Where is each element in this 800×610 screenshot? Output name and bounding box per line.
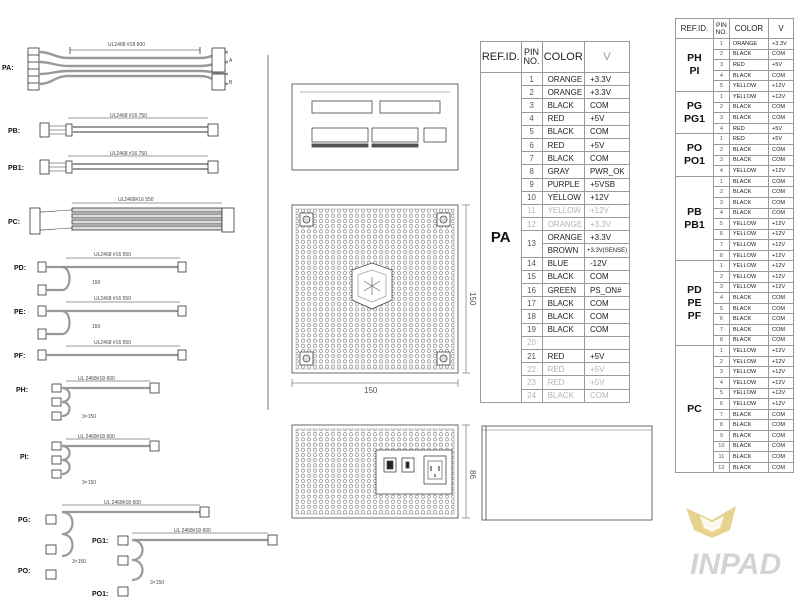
label-po1: PO1: — [92, 591, 109, 598]
wire-color: BLACK — [729, 197, 768, 208]
pin-number: 4 — [713, 123, 729, 134]
pin-number: 3 — [713, 197, 729, 208]
voltage: COM — [769, 102, 794, 113]
pin-number: 20 — [521, 336, 542, 349]
wire-color: RED — [729, 123, 768, 134]
voltage: +3.3V — [584, 231, 629, 244]
header-volt: V — [769, 19, 794, 39]
ref-id-label: PG — [686, 99, 703, 112]
voltage: +5V — [584, 363, 629, 376]
wire-color: RED — [542, 112, 584, 125]
dim-height: 86 — [468, 470, 477, 479]
spec-pb: UL2468 #16 750 — [110, 113, 147, 119]
wire-color: GREEN — [542, 284, 584, 297]
ref-id-pc — [676, 346, 714, 473]
psu-modular-panel-view — [292, 84, 458, 170]
wire-color: RED — [542, 376, 584, 389]
pin-number: 3 — [713, 367, 729, 378]
voltage: +12V — [769, 272, 794, 283]
pin-number: 3 — [713, 155, 729, 166]
pin-number: 8 — [713, 250, 729, 261]
voltage: COM — [769, 462, 794, 473]
ref-id-pa: PA — [481, 73, 522, 403]
pin-number: 9 — [521, 178, 542, 191]
wire-color — [542, 336, 584, 349]
wire-color: BLACK — [729, 102, 768, 113]
wire-color: BLACK — [729, 462, 768, 473]
pin-number: 2 — [713, 272, 729, 283]
pin-number: 11 — [521, 204, 542, 217]
wire-color: BLACK — [729, 49, 768, 60]
pin-number: 12 — [521, 218, 542, 231]
voltage: COM — [769, 113, 794, 124]
spec-pc: UL2468#16 550 — [118, 197, 154, 203]
cable-pb — [40, 118, 218, 137]
voltage: COM — [769, 208, 794, 219]
wire-color: YELLOW — [729, 250, 768, 261]
mark-a: A — [229, 58, 233, 64]
pin-number: 11 — [713, 452, 729, 463]
voltage: +12V — [769, 399, 794, 410]
pin-number: 5 — [713, 219, 729, 230]
spec-pe: UL2468 #16 550 — [94, 296, 131, 302]
cable-pd — [38, 258, 186, 295]
wire-color: BLACK — [729, 113, 768, 124]
voltage: PWR_OK — [584, 165, 629, 178]
pin-number: 13 — [521, 231, 542, 257]
spec-pg: UL 2468#18 600 — [104, 500, 141, 506]
wire-color: BLACK — [542, 99, 584, 112]
pin-number: 5 — [713, 81, 729, 92]
wire-color: BLUE — [542, 257, 584, 270]
pin-number: 2 — [713, 187, 729, 198]
label-pc: PC: — [8, 219, 21, 226]
pin-number: 5 — [521, 125, 542, 138]
wire-color: YELLOW — [729, 367, 768, 378]
voltage: COM — [584, 389, 629, 402]
wire-color: BLACK — [729, 335, 768, 346]
pin-number: 5 — [713, 303, 729, 314]
voltage: +12V — [769, 229, 794, 240]
voltage: COM — [584, 125, 629, 138]
wire-color: ORANGE — [729, 39, 768, 50]
pin-number: 1 — [713, 39, 729, 50]
ref-id-pg-pg1 — [676, 91, 714, 133]
pin-number: 18 — [521, 310, 542, 323]
pin-number: 3 — [713, 60, 729, 71]
voltage: COM — [769, 441, 794, 452]
ref-id-label: PD — [687, 283, 702, 296]
label-pf: PF: — [14, 353, 26, 360]
label-pg: PG: — [18, 517, 31, 524]
pin-number: 1 — [521, 73, 542, 86]
wire-color: YELLOW — [729, 346, 768, 357]
pin-number: 4 — [713, 70, 729, 81]
header-pin: PIN NO. — [521, 42, 542, 73]
wire-color: ORANGE — [542, 218, 584, 231]
pin-number: 4 — [521, 112, 542, 125]
psu-side-view — [482, 426, 652, 520]
cable-pc — [30, 203, 234, 234]
wire-color: BLACK — [542, 310, 584, 323]
wire-color: GRAY — [542, 165, 584, 178]
wire-color: YELLOW — [729, 388, 768, 399]
wire-color: BLACK — [729, 187, 768, 198]
voltage: +5V — [584, 349, 629, 362]
pin-number: 6 — [713, 229, 729, 240]
wire-color: YELLOW — [729, 378, 768, 389]
wire-color: YELLOW — [729, 356, 768, 367]
pin-number: 2 — [713, 102, 729, 113]
voltage — [584, 336, 629, 349]
voltage: -12V — [584, 257, 629, 270]
ref-id-label: PB1 — [684, 218, 705, 231]
voltage: +3.3V — [584, 218, 629, 231]
wire-color: YELLOW — [542, 191, 584, 204]
pin-number: 21 — [521, 349, 542, 362]
ref-id-ph-pi — [676, 39, 714, 92]
wire-color: BLACK — [729, 70, 768, 81]
cable-pi — [52, 439, 159, 478]
pin-number: 3 — [713, 113, 729, 124]
pin-number: 2 — [713, 144, 729, 155]
voltage: COM — [584, 270, 629, 283]
voltage: COM — [769, 144, 794, 155]
wire-color: BLACK — [729, 325, 768, 336]
triple-pi: 3×150 — [82, 480, 97, 486]
voltage: COM — [769, 335, 794, 346]
spec-pb1: UL2468 #16 750 — [110, 151, 147, 157]
pin-number: 8 — [713, 335, 729, 346]
wire-color: ORANGE — [542, 231, 584, 244]
triple-pg: 3×150 — [72, 559, 87, 565]
wire-color: BLACK — [729, 452, 768, 463]
voltage: +3.3V — [584, 73, 629, 86]
spec-pg1: UL 2468#18 600 — [174, 528, 211, 534]
voltage: +12V — [584, 204, 629, 217]
voltage: COM — [769, 325, 794, 336]
mark-b: B — [229, 80, 233, 86]
voltage: +12V — [769, 346, 794, 357]
voltage: +12V — [769, 388, 794, 399]
wire-color: ORANGE — [542, 86, 584, 99]
voltage: COM — [584, 152, 629, 165]
voltage: +3.3V — [584, 86, 629, 99]
wire-color: BLACK — [729, 303, 768, 314]
pin-number: 1 — [713, 91, 729, 102]
wire-color: RED — [729, 60, 768, 71]
voltage: COM — [769, 155, 794, 166]
voltage: +12V — [769, 166, 794, 177]
label-pd: PD: — [14, 265, 27, 272]
pinout-table-pa — [480, 41, 630, 403]
pin-number: 4 — [713, 293, 729, 304]
wire-color: YELLOW — [729, 229, 768, 240]
voltage: +12V — [769, 250, 794, 261]
voltage: COM — [769, 187, 794, 198]
dim-depth: 150 — [468, 292, 477, 306]
wire-color: BLACK — [729, 409, 768, 420]
voltage: COM — [769, 409, 794, 420]
pin-number: 10 — [713, 441, 729, 452]
pin-number: 19 — [521, 323, 542, 336]
voltage: +12V — [769, 261, 794, 272]
ref-id-label: PI — [689, 64, 700, 77]
pin-number: 14 — [521, 257, 542, 270]
voltage: COM — [584, 323, 629, 336]
voltage: PS_ON# — [584, 284, 629, 297]
label-pi: PI: — [20, 454, 29, 461]
wire-color: BLACK — [542, 125, 584, 138]
pin-number: 24 — [521, 389, 542, 402]
wire-color: ORANGE — [542, 73, 584, 86]
wire-color: BLACK — [729, 314, 768, 325]
ref-id-label: PC — [687, 402, 702, 415]
voltage: +5V — [769, 123, 794, 134]
ref-id-po-po1 — [676, 134, 714, 176]
cable-ph — [52, 381, 159, 420]
voltage: COM — [769, 430, 794, 441]
pin-number: 12 — [713, 462, 729, 473]
voltage: +3.3V — [769, 39, 794, 50]
pin-number: 23 — [521, 376, 542, 389]
voltage: COM — [769, 70, 794, 81]
header-pin: PIN NO. — [713, 19, 729, 39]
psu-back-view — [292, 425, 470, 518]
wire-color: RED — [542, 363, 584, 376]
voltage: +5V — [769, 134, 794, 145]
pin-number: 6 — [713, 314, 729, 325]
wire-color: RED — [542, 349, 584, 362]
table-row — [676, 261, 794, 272]
pin-number: 1 — [713, 346, 729, 357]
header-color: COLOR — [729, 19, 768, 39]
pin-number: 1 — [713, 134, 729, 145]
pin-number: 8 — [713, 420, 729, 431]
pin-number: 5 — [713, 388, 729, 399]
wire-color: BLACK — [542, 270, 584, 283]
wire-color: BLACK — [729, 430, 768, 441]
voltage: +12V — [769, 378, 794, 389]
voltage: COM — [769, 420, 794, 431]
pin-number: 6 — [713, 399, 729, 410]
header-color: COLOR — [542, 42, 584, 73]
wire-color: BLACK — [729, 208, 768, 219]
wire-color: BLACK — [542, 152, 584, 165]
voltage: +5V — [584, 112, 629, 125]
pin-number: 7 — [713, 409, 729, 420]
pin-number: 1 — [713, 176, 729, 187]
ref-id-label: PG1 — [683, 112, 705, 125]
daisy-pd: 150 — [92, 280, 101, 286]
label-pb1: PB1: — [8, 165, 24, 172]
spec-pf: UL2468 #16 550 — [94, 340, 131, 346]
pin-number: 7 — [521, 152, 542, 165]
voltage: +12V — [769, 91, 794, 102]
pin-number: 1 — [713, 261, 729, 272]
pin-number: 3 — [521, 99, 542, 112]
header-ref: REF.ID. — [481, 42, 522, 73]
cable-pb1 — [40, 156, 218, 174]
cable-pe — [38, 302, 186, 339]
psu-fan-view — [292, 205, 470, 387]
voltage: COM — [584, 99, 629, 112]
ref-id-pd-pe-pf — [676, 261, 714, 346]
voltage: COM — [769, 314, 794, 325]
voltage: +12V — [584, 191, 629, 204]
table-row — [676, 39, 794, 50]
wire-color: BLACK — [729, 420, 768, 431]
table-row — [676, 134, 794, 145]
label-pg1: PG1: — [92, 538, 109, 545]
voltage: +12V — [769, 282, 794, 293]
pin-number: 4 — [713, 208, 729, 219]
wire-color: RED — [729, 134, 768, 145]
wire-color: BLACK — [542, 297, 584, 310]
voltage: +12V — [769, 240, 794, 251]
pin-number: 22 — [521, 363, 542, 376]
voltage: +5V — [769, 60, 794, 71]
voltage: COM — [584, 297, 629, 310]
header-volt: V — [584, 42, 629, 73]
wire-color: BLACK — [729, 144, 768, 155]
label-pb: PB: — [8, 128, 21, 135]
pin-number: 4 — [713, 166, 729, 177]
ref-id-label: PO1 — [683, 155, 705, 168]
wire-color: YELLOW — [729, 91, 768, 102]
ref-id-pb-pb1 — [676, 176, 714, 261]
spec-ph: UL 2468#18 600 — [78, 376, 115, 382]
wire-color: BLACK — [729, 155, 768, 166]
table-row — [676, 176, 794, 187]
voltage: COM — [769, 452, 794, 463]
wire-color: YELLOW — [729, 166, 768, 177]
voltage: +3.3V(SENSE) — [584, 244, 629, 257]
voltage: COM — [769, 303, 794, 314]
pin-number: 16 — [521, 284, 542, 297]
voltage: COM — [769, 197, 794, 208]
table-row — [481, 73, 630, 86]
inpad-logo — [686, 506, 781, 581]
wire-color: YELLOW — [729, 240, 768, 251]
pin-number: 2 — [713, 356, 729, 367]
ref-id-label: PH — [687, 51, 702, 64]
dim-width: 150 — [364, 386, 378, 395]
pin-number: 2 — [713, 49, 729, 60]
ref-id-label: PF — [687, 309, 702, 322]
wire-color: BROWN — [542, 244, 584, 257]
spec-pd: UL2468 #16 550 — [94, 252, 131, 258]
voltage: COM — [769, 293, 794, 304]
wire-color: YELLOW — [729, 272, 768, 283]
voltage: COM — [769, 49, 794, 60]
spec-pa: UL2468 #18 600 — [108, 42, 145, 48]
pin-number: 10 — [521, 191, 542, 204]
pin-number: 4 — [713, 378, 729, 389]
wire-color: BLACK — [729, 441, 768, 452]
ref-id-label: PB — [687, 205, 702, 218]
wire-color: YELLOW — [729, 399, 768, 410]
cable-pa — [28, 47, 228, 90]
label-pa: PA: — [2, 65, 14, 72]
voltage: COM — [769, 176, 794, 187]
cable-pg1 — [118, 533, 277, 596]
table-row — [676, 91, 794, 102]
pin-number: 17 — [521, 297, 542, 310]
label-pe: PE: — [14, 309, 26, 316]
ref-id-label: PE — [687, 296, 702, 309]
pin-number: 2 — [521, 86, 542, 99]
wire-color: YELLOW — [542, 204, 584, 217]
brand-text: INPAD — [690, 548, 782, 581]
pin-number: 7 — [713, 325, 729, 336]
wire-color: BLACK — [729, 293, 768, 304]
pin-number: 9 — [713, 430, 729, 441]
wire-color: PURPLE — [542, 178, 584, 191]
wire-color: BLACK — [729, 176, 768, 187]
cable-pf — [38, 346, 186, 360]
header-ref: REF.ID. — [676, 19, 714, 39]
daisy-pe: 150 — [92, 324, 101, 330]
voltage: +12V — [769, 367, 794, 378]
label-po: PO: — [18, 568, 31, 575]
voltage: +5VSB — [584, 178, 629, 191]
wire-color: BLACK — [542, 389, 584, 402]
voltage: +12V — [769, 81, 794, 92]
voltage: +5V — [584, 376, 629, 389]
voltage: +12V — [769, 219, 794, 230]
ref-id-label: PO — [686, 142, 703, 155]
pin-number: 8 — [521, 165, 542, 178]
wire-color: YELLOW — [729, 261, 768, 272]
pinout-table-peripherals — [675, 18, 794, 473]
label-ph: PH: — [16, 387, 29, 394]
pin-number: 15 — [521, 270, 542, 283]
triple-pg1: 3×150 — [150, 580, 165, 586]
voltage: +12V — [769, 356, 794, 367]
spec-pi: UL 2468#18 600 — [78, 434, 115, 440]
pin-number: 7 — [713, 240, 729, 251]
wire-color: YELLOW — [729, 282, 768, 293]
pin-number: 3 — [713, 282, 729, 293]
voltage: COM — [584, 310, 629, 323]
voltage: +5V — [584, 138, 629, 151]
triple-ph: 3×150 — [82, 414, 97, 420]
wire-color: BLACK — [542, 323, 584, 336]
wire-color: YELLOW — [729, 81, 768, 92]
wire-color: YELLOW — [729, 219, 768, 230]
table-row — [676, 346, 794, 357]
wire-color: RED — [542, 138, 584, 151]
pin-number: 6 — [521, 138, 542, 151]
